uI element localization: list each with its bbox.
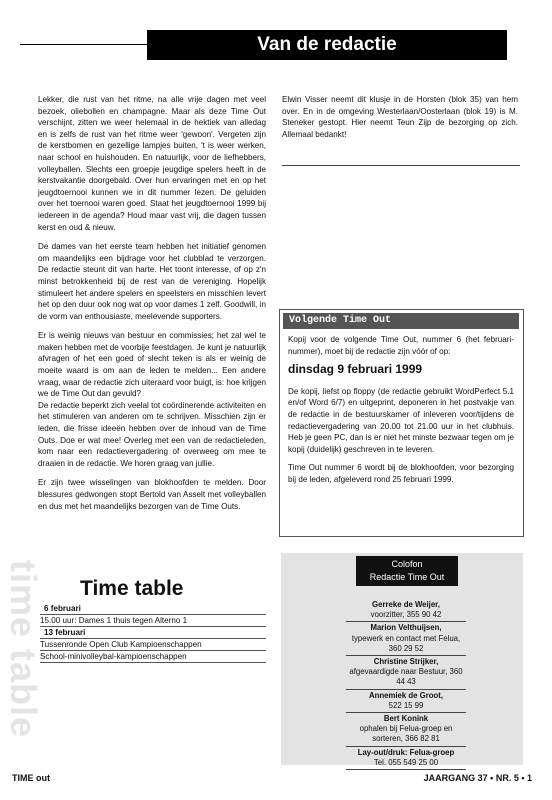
colofon-entry: [346, 714, 466, 747]
colofon-entry: [346, 623, 466, 656]
colofon-list: [346, 600, 466, 771]
colofon-role: ophalen bij Felua-groep en sorteren, 366 82 81: [359, 724, 453, 744]
page-title: Van de redactie: [257, 34, 397, 55]
colofon-role: typewerk en contact met Felua, 360 29 52: [351, 633, 461, 653]
colofon-entry: [346, 748, 466, 770]
article-paragraph: Er zijn twee wisselingen van blokhoofden te melden. Door blessures gedwongen stopt Bertold van Asselt met volleyballen en dus met het maandelijks bezorgen van de Time Outs.: [38, 478, 266, 511]
article-left-column: [38, 94, 266, 520]
deadline-date: dinsdag 9 februari 1999: [288, 362, 423, 377]
colofon-heading: [356, 556, 458, 586]
colofon-role: voorzitter, 355 90 42: [370, 610, 442, 620]
article-continued: [282, 94, 518, 148]
colofon-heading-line: Colofon: [391, 559, 423, 569]
volgende-time-out-heading: Volgende Time Out: [283, 313, 519, 329]
volgende-delivery: Time Out nummer 6 wordt bij de blokhoofden, voor bezorging bij de leden, afgeleverd rond 25 februari 1999.: [288, 463, 514, 484]
colofon-name: Gerreke de Weijer,: [372, 600, 440, 609]
colofon-entry: [346, 691, 466, 713]
article-paragraph: Elwin Visser neemt dit klusje in de Horsten (blok 35) van hem over. En in de omgeving Westerlaan/Oosterlaan (blok 19) is M. Steneker gestopt. Hier neemt Teun Zijp de bezorging op zich. Allemaal bedankt!: [282, 95, 518, 139]
time-table-title: Time table: [80, 577, 184, 600]
article-paragraph: Lekker, die rust van het ritme, na alle vrije dagen met veel bezoek, oliebollen en champagne. Maar als deze Time Out verschijnt, zitten we weer helemaal in de hektiek van alledag en is zelfs de rust van het ritme weer 'gewoon'. Vergeten zijn de kerstbomen en gezellige lampjes buiten, 't is weer werken, naar school en huishouden. En natuurlijk, voor de liefhebbers, volleyballen. Slechts een groepje jeugdige spelers heeft in de kerstvakantie doorgebald. Over hun ervaringen met en op het jeugdtoernooi kunnen we in dit nummer lezen. De geluiden over het toernooi waren goed. Staat het jeugdtoernooi 1999 bij iedereen in de agenda? Houd maar vast vrij, die dagen tussen kerst en oud & nieuw.: [38, 95, 266, 232]
time-table-list: [40, 603, 266, 663]
time-table-item: Tussenronde Open Club Kampioenschappen: [40, 639, 266, 651]
article-paragraph: Er is weinig nieuws van bestuur en commissies; het zal wel te maken hebben met de voorbije feestdagen. Je kunt je natuurlijk afvragen of het een goed of slecht teken is als er weinig de moeite waard is om aan de leden te melden... Een andere vraag, waar de redactie zich uiteraard voor buigt, is: hoe krijgen we de Time Out dan gevuld? De redactie beperkt zich veelal tot coördinerende activiteiten en het stimuleren van anderen om te schrijven. Misschien zijn er leden, die frisse ideeën hebben over de inhoud van de Time Outs. Doe er wat mee! Overleg met een van de redactieleden, kom naar een redactievergadering of overweeg om mee te draaien in de redactie. We horen graag van jullie.: [38, 331, 266, 468]
colofon-name: Marion Velthuijsen,: [370, 623, 442, 633]
column-divider: [282, 165, 520, 166]
colofon-entry: [346, 657, 466, 690]
article-paragraph: De dames van het eerste team hebben het initiatief genomen om maandelijks een bijdrage voor het clubblad te verzorgen. De redactie steunt dit van harte. Het toont interesse, of op z'n minst betrokkenheid bij de rest van de vereniging. Hopelijk stimuleert het andere spelers en speelsters en misschien levert het op den duur ook nog wat op voor dames 1 zelf. Goodwill, in de vorm van enthousiaste, meelevende supporters.: [38, 242, 266, 321]
header-rule: [20, 44, 150, 45]
time-table-item: School-minivolleybal-kampioenschappen: [40, 651, 266, 663]
colofon-role: Tel. 055 549 25 00: [373, 757, 439, 767]
time-table-date: 13 februari: [40, 627, 266, 639]
volgende-intro: Kopij voor de volgende Time Out, nummer 6 (het februari-nummer), moet bij de redactie zijn vóór of op:: [288, 335, 514, 356]
footer-issue: JAARGANG 37 • NR. 5 • 1: [423, 773, 532, 783]
time-table-date: 6 februari: [40, 603, 266, 615]
colofon-name: Bert Konink: [383, 714, 429, 724]
time-table-item: 15.00 uur: Dames 1 thuis tegen Alterno 1: [40, 615, 266, 627]
colofon-entry: [346, 600, 466, 622]
colofon-heading-line: Redactie Time Out: [369, 572, 445, 582]
volgende-instructions: De kopij, liefst op floppy (de redactie gebruikt WordPerfect 5.1 en/of Word 6/7) en uitgeprint, deponeren in het postvakje van de redactie in de bestuurskamer of inleveren voor/tijdens de redactievergadering van 20.00 tot 21.00 uur in het clubhuis. Heb je geen PC, dan is er niet het minste bezwaar tegen om je kopij (duidelijk) geschreven in te leveren.: [288, 386, 514, 454]
colofon-name: Lay-out/druk: Felua-groep: [357, 747, 455, 757]
colofon-name: Christine Strijker,: [373, 657, 439, 667]
colofon-role: 522 15 99: [388, 700, 424, 710]
footer-publication: TIME out: [12, 773, 50, 783]
volgende-time-out-body: [288, 334, 514, 493]
time-table-watermark: time table: [3, 560, 44, 739]
colofon-role: afgevaardigde naar Bestuur, 360 44 43: [349, 667, 463, 687]
colofon-name: Annemiek de Groot,: [368, 690, 444, 700]
